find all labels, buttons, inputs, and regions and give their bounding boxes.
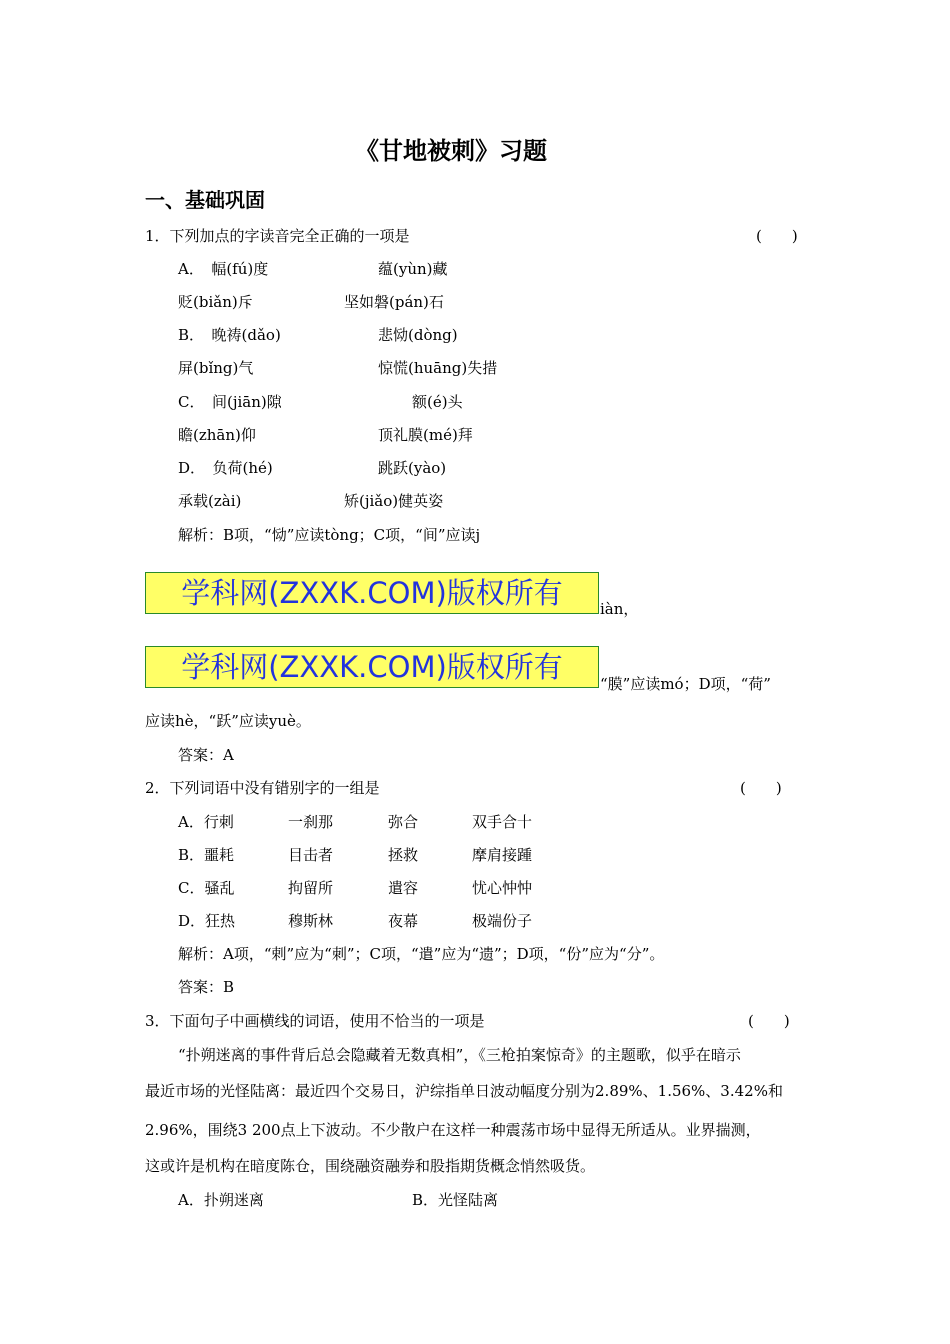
page-title: 《甘地被刺》习题 (355, 137, 547, 165)
q2-option-b-word3: 拯救 (388, 846, 419, 864)
q1-option-a-item2: 蕴(yùn)藏 (378, 260, 448, 278)
q1-answer: 答案：A (178, 746, 234, 764)
q1-option-a-item3: 贬(biǎn)斥 (178, 293, 253, 311)
watermark-banner: 学科网(ZXXK.COM)版权所有 (145, 572, 599, 614)
q3-passage-line1: “扑朔迷离的事件背后总会隐藏着无数真相”，《三枪拍案惊奇》的主题歌，似乎在暗示 (178, 1046, 741, 1064)
q1-option-d-item3: 承载(zài) (178, 492, 242, 510)
q3-passage-line4: 这或许是机构在暗度陈仓，围绕融资融券和股指期货概念悄然吸货。 (145, 1157, 596, 1175)
q2-option-b-word1: B．噩耗 (178, 846, 235, 864)
q2-option-c-word3: 遣容 (388, 879, 419, 897)
q1-option-c-item4: 顶礼膜(mé)拜 (378, 426, 473, 444)
q3-option-a: A．扑朔迷离 (178, 1191, 264, 1209)
q2-option-b-word4: 摩肩接踵 (472, 846, 533, 864)
q2-option-d-word4: 极端份子 (472, 912, 533, 930)
q1-option-a-item1: A． 幅(fú)度 (178, 260, 269, 278)
q1-option-b-item4: 惊慌(huāng)失措 (378, 359, 498, 377)
q1-answer-bracket: ( ) (756, 227, 798, 245)
q2-option-a-word4: 双手合十 (472, 813, 533, 831)
q2-stem: 2．下列词语中没有错别字的一组是 (145, 779, 380, 797)
q3-stem: 3．下面句子中画横线的词语，使用不恰当的一项是 (145, 1012, 485, 1030)
q1-option-c-item2: 额(é)头 (412, 393, 463, 411)
q1-explanation-line1: 解析：B项，“恸”应读tòng；C项，“间”应读j (178, 526, 481, 544)
q2-option-a-word2: 一刹那 (288, 813, 334, 831)
q1-explanation-line4: 应读hè，“跃”应读yuè。 (145, 712, 311, 730)
q2-answer-bracket: ( ) (740, 779, 782, 797)
q3-passage-line2: 最近市场的光怪陆离：最近四个交易日，沪综指单日波动幅度分别为2.89%、1.56%、3.42%和 (145, 1082, 783, 1100)
q1-option-b-item1: B． 晚祷(dǎo) (178, 326, 281, 344)
q2-option-d-word3: 夜幕 (388, 912, 419, 930)
q2-option-a-word3: 弥合 (388, 813, 419, 831)
q2-option-c-word4: 忧心忡忡 (472, 879, 533, 897)
q1-stem: 1．下列加点的字读音完全正确的一项是 (145, 227, 410, 245)
q2-option-b-word2: 目击者 (288, 846, 334, 864)
watermark-banner: 学科网(ZXXK.COM)版权所有 (145, 646, 599, 688)
q3-option-b: B．光怪陆离 (412, 1191, 499, 1209)
q2-answer: 答案：B (178, 978, 235, 996)
q2-option-d-word1: D．狂热 (178, 912, 236, 930)
q1-option-d-item1: D． 负荷(hé) (178, 459, 273, 477)
q2-explanation: 解析：A项，“剌”应为“刺”；C项，“遣”应为“遗”；D项，“份”应为“分”。 (178, 945, 665, 963)
q1-option-a-item4: 坚如磐(pán)石 (344, 293, 444, 311)
q1-option-c-item3: 瞻(zhān)仰 (178, 426, 256, 444)
q2-option-a-word1: A．行刺 (178, 813, 234, 831)
q1-explanation-line3: “膜”应读mó；D项，“荷” (600, 675, 771, 693)
q1-option-b-item2: 悲恸(dòng) (378, 326, 458, 344)
q2-option-c-word2: 拘留所 (288, 879, 334, 897)
q1-option-b-item3: 屏(bǐng)气 (178, 359, 254, 377)
q1-option-c-item1: C． 间(jiān)隙 (178, 393, 282, 411)
q3-answer-bracket: ( ) (748, 1012, 790, 1030)
q1-option-d-item2: 跳跃(yào) (378, 459, 447, 477)
q3-passage-line3: 2.96%，围绕3 200点上下波动。不少散户在这样一种震荡市场中显得无所适从。业界揣测， (145, 1121, 761, 1139)
section-heading-basics: 一、基础巩固 (145, 188, 265, 212)
q2-option-c-word1: C．骚乱 (178, 879, 235, 897)
q1-explanation-line2: iàn， (600, 600, 639, 618)
q1-option-d-item4: 矫(jiǎo)健英姿 (344, 492, 444, 510)
q2-option-d-word2: 穆斯林 (288, 912, 334, 930)
